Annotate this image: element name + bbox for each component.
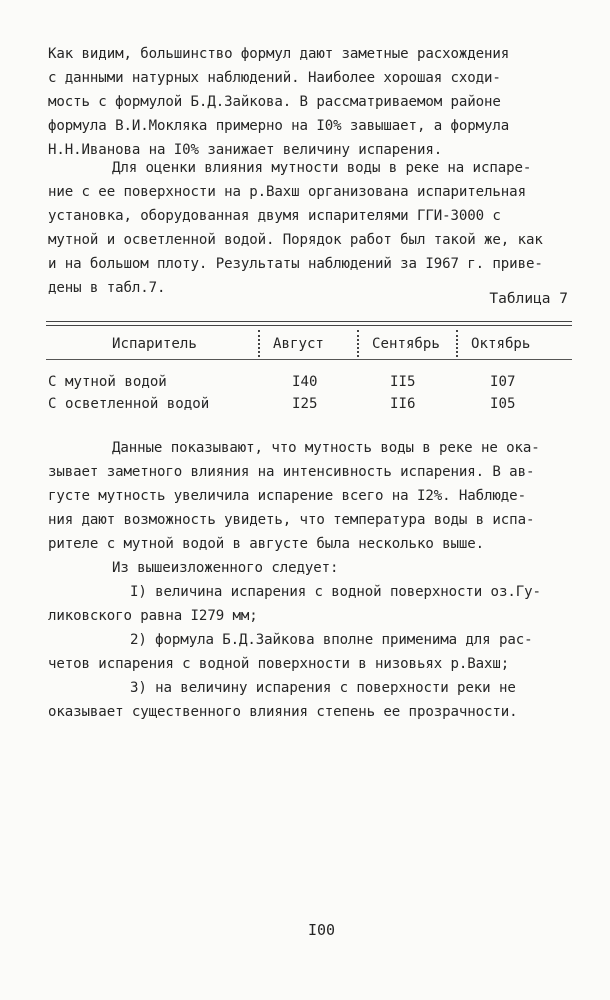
table-caption: Таблица 7 <box>489 291 568 307</box>
conclusion-item-2-cont: четов испарения с водной поверхности в низовьях р.Вахш; <box>48 656 510 672</box>
paragraph-2-line: мутной и осветленной водой. Порядок работ был такой же, как <box>48 232 543 248</box>
table-header-october: Октябрь <box>471 336 531 352</box>
paragraph-3-line: рителе с мутной водой в августе была несколько выше. <box>48 536 485 552</box>
table-header-september: Сентябрь <box>372 336 440 352</box>
paragraph-3-line: зывает заметного влияния на интенсивность испарения. В ав- <box>48 464 535 480</box>
paragraph-2-line: ние с ее поверхности на р.Вахш организована испарительная <box>48 184 526 200</box>
table-cell-august: I25 <box>292 396 318 412</box>
column-separator <box>357 330 359 357</box>
conclusion-item-1-cont: ликовского равна I279 мм; <box>48 608 258 624</box>
table-cell-august: I40 <box>292 374 318 390</box>
page-number: I00 <box>308 921 336 939</box>
table-cell-evaporator: С осветленной водой <box>48 396 210 412</box>
paragraph-2-line: установка, оборудованная двумя испарителями ГГИ-3000 с <box>48 208 501 224</box>
paragraph-3-line: Данные показывают, что мутность воды в реке не ока- <box>112 440 540 456</box>
conclusion-item-1: I) величина испарения с водной поверхности оз.Гу- <box>130 584 541 600</box>
conclusion-item-3: 3) на величину испарения с поверхности реки не <box>130 680 516 696</box>
conclusion-item-3-cont: оказывает существенного влияния степень ее прозрачности. <box>48 704 518 720</box>
table-top-rule <box>46 321 572 326</box>
paragraph-1-line: с данными натурных наблюдений. Наиболее хорошая сходи- <box>48 70 501 86</box>
table-cell-october: I07 <box>490 374 516 390</box>
table-cell-evaporator: С мутной водой <box>48 374 167 390</box>
conclusion-item-2: 2) формула Б.Д.Зайкова вполне применима для рас- <box>130 632 533 648</box>
paragraph-2-line: Для оценки влияния мутности воды в реке на испаре- <box>112 160 532 176</box>
table-cell-september: II6 <box>390 396 416 412</box>
table-header-august: Август <box>273 336 324 352</box>
paragraph-3-line: ния дают возможность увидеть, что температура воды в испа- <box>48 512 535 528</box>
table-header-rule <box>46 359 572 360</box>
paragraph-1-line: Как видим, большинство формул дают заметные расхождения <box>48 46 510 62</box>
paragraph-1-line: формула В.И.Мокляка примерно на I0% завышает, а формула <box>48 118 510 134</box>
column-separator <box>258 330 260 357</box>
paragraph-1-line: мость с формулой Б.Д.Зайкова. В рассматриваемом районе <box>48 94 501 110</box>
paragraph-2-line: и на большом плоту. Результаты наблюдений за I967 г. приве- <box>48 256 543 272</box>
paragraph-3-line: густе мутность увеличила испарение всего на I2%. Наблюде- <box>48 488 526 504</box>
table-header-evaporator: Испаритель <box>112 336 197 352</box>
table-cell-october: I05 <box>490 396 516 412</box>
paragraph-1-line: Н.Н.Иванова на I0% занижает величину испарения. <box>48 142 443 158</box>
conclusions-intro: Из вышеизложенного следует: <box>112 560 339 576</box>
paragraph-2-line: дены в табл.7. <box>48 280 166 296</box>
column-separator <box>456 330 458 357</box>
table-cell-september: II5 <box>390 374 416 390</box>
